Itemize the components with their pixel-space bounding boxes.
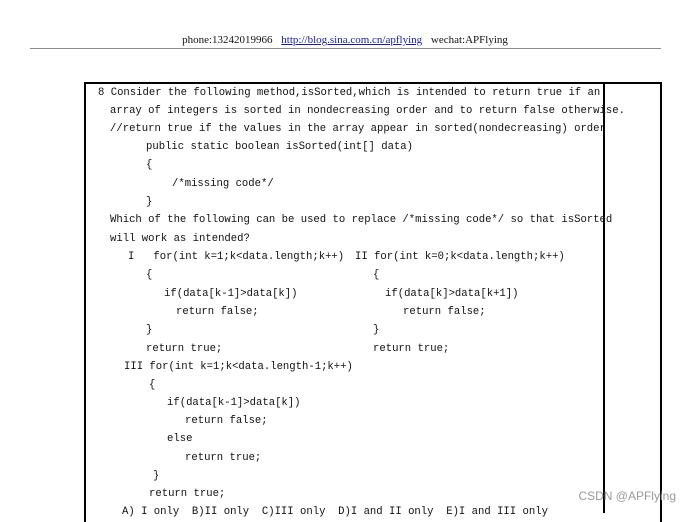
option-i-line: { [146,269,153,281]
page-header [0,33,690,47]
option-i-line: return true; [146,343,223,355]
option-i-line: if(data[k-1]>data[k]) [164,288,298,300]
option-i-line: I for(int k=1;k<data.length;k++) [128,251,345,263]
wechat-text: wechat:APFlying [430,34,508,46]
option-iii-line: } [153,470,160,482]
question-line: //return true if the values in the array appear in sorted(nondecreasing) order [110,123,606,135]
option-iii-line: { [149,379,156,391]
option-ii-line: if(data[k]>data[k+1]) [385,288,519,300]
question-line: array of integers is sorted in nondecreasing order and to return false otherwise. [110,105,625,117]
option-i-line: } [146,324,153,336]
code-line: { [146,159,153,171]
option-iii-line: if(data[k-1]>data[k]) [167,397,301,409]
answer-choices: A) I only B)II only C)III only D)I and II only E)I and III only [122,506,548,518]
option-iii-line: else [167,433,193,445]
phone-text: phone:13242019966 [182,34,273,46]
option-ii-line: return false; [403,306,486,318]
option-iii-line: return true; [149,488,226,500]
blog-link[interactable]: http://blog.sina.com.cn/apflying [281,34,423,46]
question-line: 8 Consider the following method,isSorted,which is intended to return true if an [98,87,601,99]
code-line: /*missing code*/ [172,178,274,190]
option-ii-line: return true; [373,343,450,355]
option-ii-line: { [373,269,380,281]
question-line: Which of the following can be used to replace /*missing code*/ so that isSorted [110,214,613,226]
option-iii-line: III for(int k=1;k<data.length-1;k++) [124,361,353,373]
header-divider [30,48,661,49]
frame-column-divider [603,82,605,513]
question-line: will work as intended? [110,233,250,245]
option-iii-line: return false; [185,415,268,427]
code-line: } [146,196,153,208]
option-ii-line: } [373,324,380,336]
watermark: CSDN @APFlying [578,489,676,503]
option-ii-line: II for(int k=0;k<data.length;k++) [355,251,565,263]
option-iii-line: return true; [185,452,262,464]
code-line: public static boolean isSorted(int[] data) [146,141,414,153]
option-i-line: return false; [176,306,259,318]
